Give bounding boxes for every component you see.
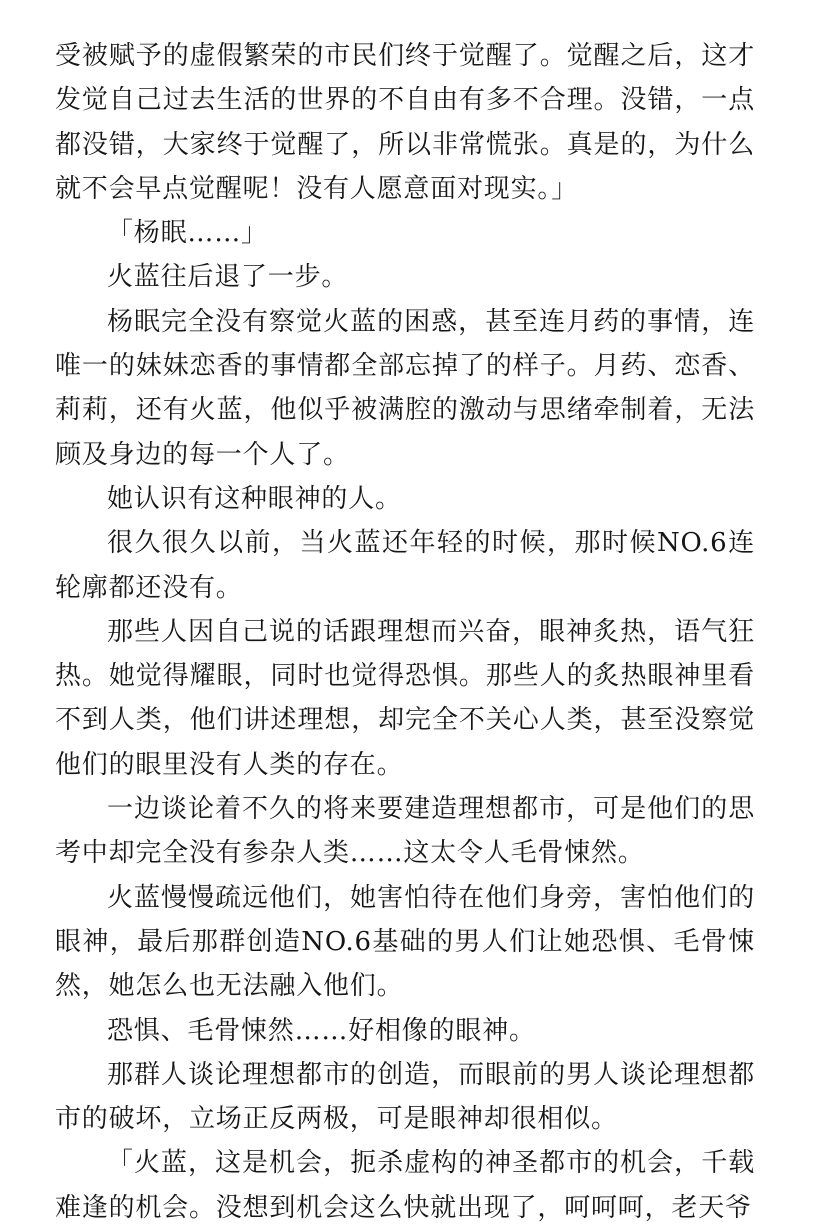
paragraph: 杨眠完全没有察觉火蓝的困惑，甚至连月药的事情，连唯一的妹妹恋香的事情都全部忘掉了的样子。月药、恋香、莉莉，还有火蓝，他似乎被满腔的激动与思绪牵制着，无法顾及身边的每一个人了。 xyxy=(55,306,755,470)
paragraph: 那些人因自己说的话跟理想而兴奋，眼神炙热，语气狂热。她觉得耀眼，同时也觉得恐惧。那些人的炙热眼神里看不到人类，他们讲述理想，却完全不关心人类，甚至没察觉他们的眼里没有人类的存在。 xyxy=(55,616,755,780)
paragraph: 她认识有这种眼神的人。 xyxy=(107,483,402,514)
paragraph: 那群人谈论理想都市的创造，而眼前的男人谈论理想都市的破坏，立场正反两极，可是眼神却很相似。 xyxy=(55,1059,755,1135)
paragraph: 「杨眠……」 xyxy=(107,218,268,249)
paragraph: 恐惧、毛骨悚然……好相像的眼神。 xyxy=(107,1015,536,1046)
paragraph: 一边谈论着不久的将来要建造理想都市，可是他们的思考中却完全没有参杂人类……这太令人毛骨悚然。 xyxy=(55,794,755,869)
paragraph: 火蓝慢慢疏远他们，她害怕待在他们身旁，害怕他们的眼神，最后那群创造NO.6基础的男人们让她恐惧、毛骨悚然，她怎么也无法融入他们。 xyxy=(55,882,755,1002)
paragraph: 火蓝往后退了一步。 xyxy=(107,262,349,293)
paragraph: 很久很久以前，当火蓝还年轻的时候，那时候NO.6连轮廓都还没有。 xyxy=(55,528,755,603)
document-page xyxy=(55,34,755,1230)
paragraph-continued: 受被赋予的虚假繁荣的市民们终于觉醒了。觉醒之后，这才发觉自己过去生活的世界的不自由有多不合理。没错，一点都没错，大家终于觉醒了，所以非常慌张。真是的，为什么就不会早点觉醒呢！没有人愿意面对现实。」 xyxy=(55,41,755,204)
paragraph: 「火蓝，这是机会，扼杀虚构的神圣都市的机会，千载难逢的机会。没想到机会这么快就出现了，呵呵呵，老天爷 xyxy=(55,1148,755,1223)
